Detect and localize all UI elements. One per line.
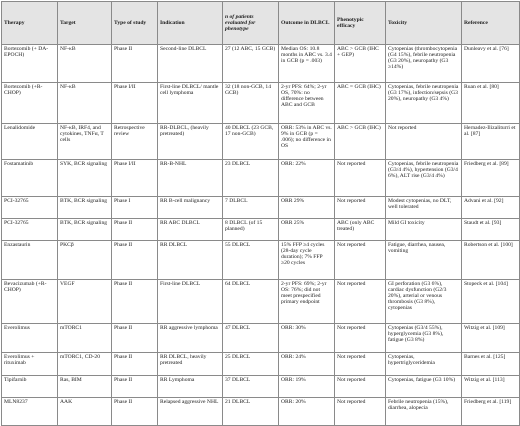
cell-indication: Relapsed aggressive NHL (158, 398, 223, 426)
cell-therapy: PCI-32765 (2, 197, 58, 219)
cell-indication: RR-DLBCL, (heavily pretreated) (158, 124, 223, 160)
table-row (2, 241, 520, 280)
cell-indication: Second-line DLBCL (158, 45, 223, 83)
cell-therapy: Tipifarnib (2, 376, 58, 398)
cell-indication: RR ABC DLBCL (158, 219, 223, 241)
cell-study-type: Phase II (112, 353, 158, 376)
table-body (2, 45, 520, 426)
cell-outcome: 2-yr PFS: 64%; 2-yr OS, 70%: no difference between ABC and GCB (279, 83, 335, 124)
cell-patients: 8 DLBCL (of 15 planned) (223, 219, 279, 241)
table-row (2, 353, 520, 376)
table-row (2, 160, 520, 197)
cell-study-type: Phase II (112, 241, 158, 280)
cell-therapy: MLN8237 (2, 398, 58, 426)
table-row (2, 280, 520, 324)
cell-phenotypic-efficacy: Not reported (335, 280, 386, 324)
cell-outcome: ORR: 24% (279, 353, 335, 376)
cell-patients: 64 DLBCL (223, 280, 279, 324)
cell-toxicity: Not reported (386, 124, 462, 160)
header-reference: Reference (462, 2, 520, 45)
cell-phenotypic-efficacy: Not reported (335, 353, 386, 376)
cell-target: mTORC1, CD-20 (58, 353, 112, 376)
cell-indication: First-line DLBCL/ mantle cell lymphoma (158, 83, 223, 124)
cell-therapy: Lenalidomide (2, 124, 58, 160)
cell-patients: 7 DLBCL (223, 197, 279, 219)
cell-patients: 32 (18 non-GCB, 14 GCB) (223, 83, 279, 124)
cell-target: NF-κB (58, 45, 112, 83)
table-row (2, 124, 520, 160)
cell-phenotypic-efficacy: Not reported (335, 376, 386, 398)
cell-target: NF-κB (58, 83, 112, 124)
cell-patients: 47 DLBCL (223, 324, 279, 353)
cell-phenotypic-efficacy: ABC (only ABC treated) (335, 219, 386, 241)
cell-target: BTK, BCR signaling (58, 219, 112, 241)
cell-therapy: Fostamatinib (2, 160, 58, 197)
cell-toxicity: Cytopenias, febrile neutropenia (G3 17%), infection/sepsis (G3 20%), neuropathy (G3 4%) (386, 83, 462, 124)
cell-indication: RR-B-NHL (158, 160, 223, 197)
cell-patients: 40 DLBCL (23 GCB, 17 non-GCB) (223, 124, 279, 160)
cell-indication: First-line DLBCL (158, 280, 223, 324)
cell-outcome: 15% FFP ≥4 cycles (28-day cycle duration); 7% FFP ≥20 cycles (279, 241, 335, 280)
cell-target: PKCβ (58, 241, 112, 280)
cell-target: SYK, BCR signaling (58, 160, 112, 197)
cell-toxicity: Cytopenias (G3/4 55%), hyperglycemia (G3 8%), fatigue (G3 8%) (386, 324, 462, 353)
cell-outcome: ORR: 30% (279, 324, 335, 353)
header-therapy: Therapy (2, 2, 58, 45)
cell-reference: Advani et al. [92] (462, 197, 520, 219)
cell-patients: 23 DLBCL (223, 160, 279, 197)
cell-therapy: PCI-32765 (2, 219, 58, 241)
table-row (2, 45, 520, 83)
header-target: Target (58, 2, 112, 45)
cell-study-type: Phase I/II (112, 83, 158, 124)
cell-therapy: Bevacizumab (+R-CHOP) (2, 280, 58, 324)
cell-reference: Friedberg et al. [119] (462, 398, 520, 426)
cell-toxicity: Cytopenias (thrombocytopenia (G4 15%), febrile neutropenia (G3 20%), neuropathy (G3 ≥14%) (386, 45, 462, 83)
cell-study-type: Phase II (112, 376, 158, 398)
header-patients: n of patients evaluated for phenotype (223, 2, 279, 45)
cell-toxicity: Cytopenias, febrile neutropenia (G3/4 4%), hypertension (G3/4 6%), ALT rise (G3/4 4%) (386, 160, 462, 197)
cell-reference: Hernadez-Ilizaliturri et al. [87] (462, 124, 520, 160)
cell-outcome: ORR 25% (279, 219, 335, 241)
cell-therapy: Bortezomib (+R-CHOP) (2, 83, 58, 124)
header-outcome: Outcome in DLBCL (279, 2, 335, 45)
cell-study-type: Phase II (112, 398, 158, 426)
cell-outcome: ORR: 53% in ABC vs. 9% in GCB (p = .006); no difference in OS (279, 124, 335, 160)
cell-study-type: Phase II (112, 45, 158, 83)
table-header (2, 2, 520, 45)
cell-outcome: ORR: 22% (279, 160, 335, 197)
header-study-type: Type of study (112, 2, 158, 45)
cell-outcome: 2-yr PFS: 69%; 2-yr OS: 76%; did not meet prespecified primary endpoint (279, 280, 335, 324)
cell-toxicity: Cytopenias, fatigue (G3 10%) (386, 376, 462, 398)
cell-study-type: Retrospective review (112, 124, 158, 160)
cell-therapy: Everolimus + rituximab (2, 353, 58, 376)
cell-indication: RR B-cell malignancy (158, 197, 223, 219)
cell-indication: RR DLBCL (158, 241, 223, 280)
table-row (2, 197, 520, 219)
cell-patients: 25 DLBCL (223, 353, 279, 376)
cell-phenotypic-efficacy: ABC > GCB (IHC) (335, 124, 386, 160)
therapy-table (1, 1, 520, 426)
cell-study-type: Phase I (112, 197, 158, 219)
cell-patients: 55 DLBCL (223, 241, 279, 280)
cell-phenotypic-efficacy: Not reported (335, 324, 386, 353)
cell-phenotypic-efficacy: Not reported (335, 160, 386, 197)
header-row (2, 2, 520, 45)
cell-reference: Witzig et al. [109] (462, 324, 520, 353)
table-row (2, 324, 520, 353)
cell-target: AAK (58, 398, 112, 426)
table-row (2, 219, 520, 241)
header-toxicity: Toxicity (386, 2, 462, 45)
cell-therapy: Enzastaurin (2, 241, 58, 280)
cell-phenotypic-efficacy: Not reported (335, 197, 386, 219)
cell-phenotypic-efficacy: Not reported (335, 241, 386, 280)
table-row (2, 376, 520, 398)
table-row (2, 398, 520, 426)
header-indication: Indication (158, 2, 223, 45)
cell-target: NF-κB, IRF4, and cytokines, TNFα, T cells (58, 124, 112, 160)
cell-phenotypic-efficacy: ABC = GCB (IHC) (335, 83, 386, 124)
cell-reference: Robertson et al. [100] (462, 241, 520, 280)
cell-reference: Ruan et al. [80] (462, 83, 520, 124)
cell-therapy: Bortezomib (+ DA-EPOCH) (2, 45, 58, 83)
cell-phenotypic-efficacy: Not reported (335, 398, 386, 426)
table-row (2, 83, 520, 124)
cell-target: BTK, BCR signaling (58, 197, 112, 219)
cell-outcome: Median OS: 10.8 months in ABC vs. 3.4 in GCB (p = .003) (279, 45, 335, 83)
cell-reference: Barnes et al. [125] (462, 353, 520, 376)
cell-indication: RR DLBCL, heavily pretreated (158, 353, 223, 376)
cell-reference: Witzig et al. [113] (462, 376, 520, 398)
cell-patients: 27 (12 ABC, 15 GCB) (223, 45, 279, 83)
cell-toxicity: Febrile neutropenia (15%), diarrhea, alopecia (386, 398, 462, 426)
cell-outcome: ORR 29% (279, 197, 335, 219)
cell-toxicity: Fatigue, diarrhea, nausea, vomiting (386, 241, 462, 280)
cell-target: VEGF (58, 280, 112, 324)
cell-reference: Staudt et al. [93] (462, 219, 520, 241)
cell-toxicity: GI perforation (G3 6%), cardiac dysfunction (G2/3 20%), arterial or venous thrombosis (G3 8%), cytopenias (386, 280, 462, 324)
cell-toxicity: Mild GI toxicity (386, 219, 462, 241)
cell-patients: 37 DLBCL (223, 376, 279, 398)
cell-reference: Stopeck et al. [104] (462, 280, 520, 324)
cell-indication: RR Lymphoma (158, 376, 223, 398)
cell-study-type: Phase II (112, 219, 158, 241)
cell-study-type: Phase II (112, 324, 158, 353)
cell-study-type: Phase I/II (112, 160, 158, 197)
cell-outcome: ORR: 19% (279, 376, 335, 398)
cell-patients: 21 DLBCL (223, 398, 279, 426)
cell-reference: Friedberg et al. [89] (462, 160, 520, 197)
cell-toxicity: Modest cytopenias, no DLT, well tolerated (386, 197, 462, 219)
cell-study-type: Phase II (112, 280, 158, 324)
cell-reference: Dunleavy et al. [76] (462, 45, 520, 83)
cell-phenotypic-efficacy: ABC > GCB (IHC + GEP) (335, 45, 386, 83)
cell-outcome: ORR: 20% (279, 398, 335, 426)
cell-toxicity: Cytopenias, hypertriglyceridemia (386, 353, 462, 376)
cell-target: mTORC1 (58, 324, 112, 353)
cell-therapy: Everolimus (2, 324, 58, 353)
cell-target: Ras, BIM (58, 376, 112, 398)
header-phenotypic-efficacy: Phenotypic efficacy (335, 2, 386, 45)
cell-indication: RR aggressive lymphoma (158, 324, 223, 353)
